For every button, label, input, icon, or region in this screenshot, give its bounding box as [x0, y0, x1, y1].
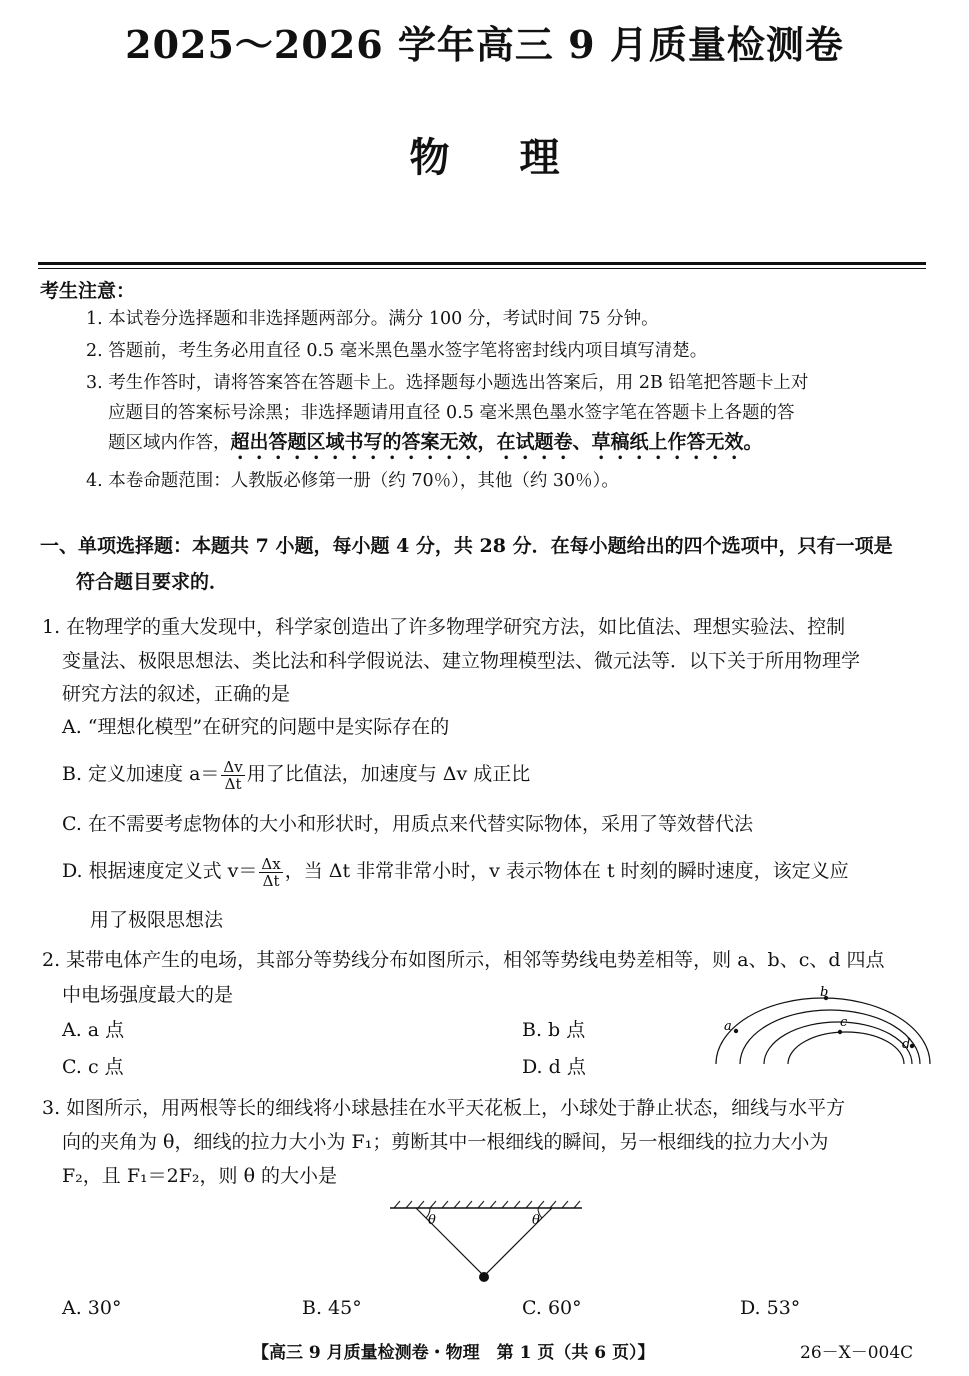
ball — [479, 1272, 489, 1282]
notice-item-3-line-1: 3. 考生作答时，请将答案答在答题卡上。选择题每小题选出答案后，用 2B 铅笔把答题卡上对 — [86, 373, 809, 393]
section-1-heading: 一、单项选择题：本题共 7 小题，每小题 4 分，共 28 分．在每小题给出的四个选项中，只有一项是 — [40, 535, 893, 557]
fraction-numerator: Δv — [223, 757, 243, 776]
header-divider-thick — [38, 262, 926, 265]
paper-code: 26－X－004C — [800, 1343, 914, 1363]
q1-option-b — [62, 758, 530, 792]
notice-item-2: 2. 答题前，考生务必用直径 0.5 毫米黑色墨水签字笔将密封线内项目填写清楚。 — [86, 341, 708, 361]
q1-option-d-line-2: 用了极限思想法 — [90, 909, 224, 931]
q3-stem-line-1: 3. 如图所示，用两根等长的细线将小球悬挂在水平天花板上，小球处于静止状态，细线与水平方 — [42, 1097, 846, 1119]
q1-option-d-pre: D. 根据速度定义式 v＝ — [62, 860, 258, 882]
q1-option-b-pre: B. 定义加速度 a＝ — [62, 763, 220, 785]
q1-stem-line-1: 1. 在物理学的重大发现中，科学家创造出了许多物理学研究方法，如比值法、理想实验法、控制 — [42, 616, 846, 638]
theta-left-label: θ — [428, 1213, 436, 1228]
q3-option-b: B. 45° — [302, 1297, 362, 1319]
page-footer: 【高三 9 月质量检测卷・物理 第 1 页（共 6 页）】 — [252, 1343, 655, 1363]
equipotential-line-1 — [716, 998, 930, 1064]
q2-option-d: D. d 点 — [522, 1056, 586, 1078]
theta-right-label: θ — [532, 1213, 540, 1228]
q2-option-c: C. c 点 — [62, 1056, 124, 1078]
notice-heading: 考生注意： — [40, 280, 136, 302]
fraction-numerator: Δx — [261, 854, 281, 873]
q2-stem-line-1: 2. 某带电体产生的电场，其部分等势线分布如图所示，相邻等势线电势差相等，则 a、b、c、d 四点 — [42, 949, 885, 971]
q1-option-d-fraction — [259, 856, 282, 889]
notice-item-3-line-3 — [108, 427, 930, 464]
label-c: c — [840, 1015, 848, 1030]
q3-option-c: C. 60° — [522, 1297, 582, 1319]
point-d-dot — [910, 1044, 914, 1048]
subject-title: 物理 — [409, 134, 630, 181]
fraction-denominator: Δt — [224, 774, 242, 793]
q1-option-b-post: 用了比值法，加速度与 Δv 成正比 — [246, 763, 531, 785]
q1-option-d — [62, 855, 849, 889]
q2-option-b: B. b 点 — [522, 1019, 586, 1041]
equipotential-line-4 — [788, 1032, 904, 1064]
q1-option-b-fraction — [221, 759, 244, 792]
section-1-heading-cont: 符合题目要求的． — [76, 571, 229, 593]
notice-item-1: 1. 本试卷分选择题和非选择题两部分。满分 100 分，考试时间 75 分钟。 — [86, 309, 659, 329]
left-string — [416, 1208, 484, 1276]
equipotential-figure — [712, 986, 934, 1068]
q2-option-a: A. a 点 — [62, 1019, 125, 1041]
q1-option-d-post: ，当 Δt 非常非常小时，v 表示物体在 t 时刻的瞬时速度，该定义应 — [284, 860, 849, 882]
q2-stem-line-2: 中电场强度最大的是 — [62, 984, 234, 1006]
point-a-dot — [734, 1029, 738, 1033]
q1-stem-line-3: 研究方法的叙述，正确的是 — [62, 683, 291, 705]
q1-option-a: A. “理想化模型”在研究的问题中是实际存在的 — [62, 716, 450, 738]
exam-title: 2025～2026 学年高三 9 月质量检测卷 — [125, 22, 844, 67]
notice-item-3-line-2: 应题目的答案标号涂黑；非选择题请用直径 0.5 毫米黑色墨水签字笔在答题卡上各题的答 — [108, 403, 795, 423]
q3-stem-line-2: 向的夹角为 θ，细线的拉力大小为 F₁；剪断其中一根细线的瞬间，另一根细线的拉力大小为 — [62, 1131, 829, 1153]
q1-option-c: C. 在不需要考虑物体的大小和形状时，用质点来代替实际物体，采用了等效替代法 — [62, 813, 753, 835]
q3-option-a: A. 30° — [62, 1297, 122, 1319]
notice-item-3-emphasis: 超出答题区域书写的答案无效，在试题卷、草稿纸上作答无效。 — [230, 431, 763, 453]
label-a: a — [724, 1019, 732, 1034]
right-string — [484, 1208, 552, 1276]
hanging-ball-figure — [386, 1200, 586, 1284]
notice-item-3-plain: 题区域内作答， — [108, 433, 231, 453]
q3-stem-line-3: F₂，且 F₁＝2F₂，则 θ 的大小是 — [62, 1165, 338, 1187]
header-divider-thin — [38, 268, 926, 269]
q3-option-d: D. 53° — [740, 1297, 801, 1319]
notice-item-4: 4. 本卷命题范围：人教版必修第一册（约 70％），其他（约 30％）。 — [86, 471, 619, 491]
point-c-dot — [838, 1030, 842, 1034]
fraction-denominator: Δt — [262, 871, 280, 890]
q1-stem-line-2: 变量法、极限思想法、类比法和科学假说法、建立物理模型法、微元法等．以下关于所用物理学 — [62, 650, 861, 672]
equipotential-line-2 — [740, 1010, 920, 1064]
label-d: d — [902, 1037, 911, 1052]
label-b: b — [820, 986, 829, 1000]
